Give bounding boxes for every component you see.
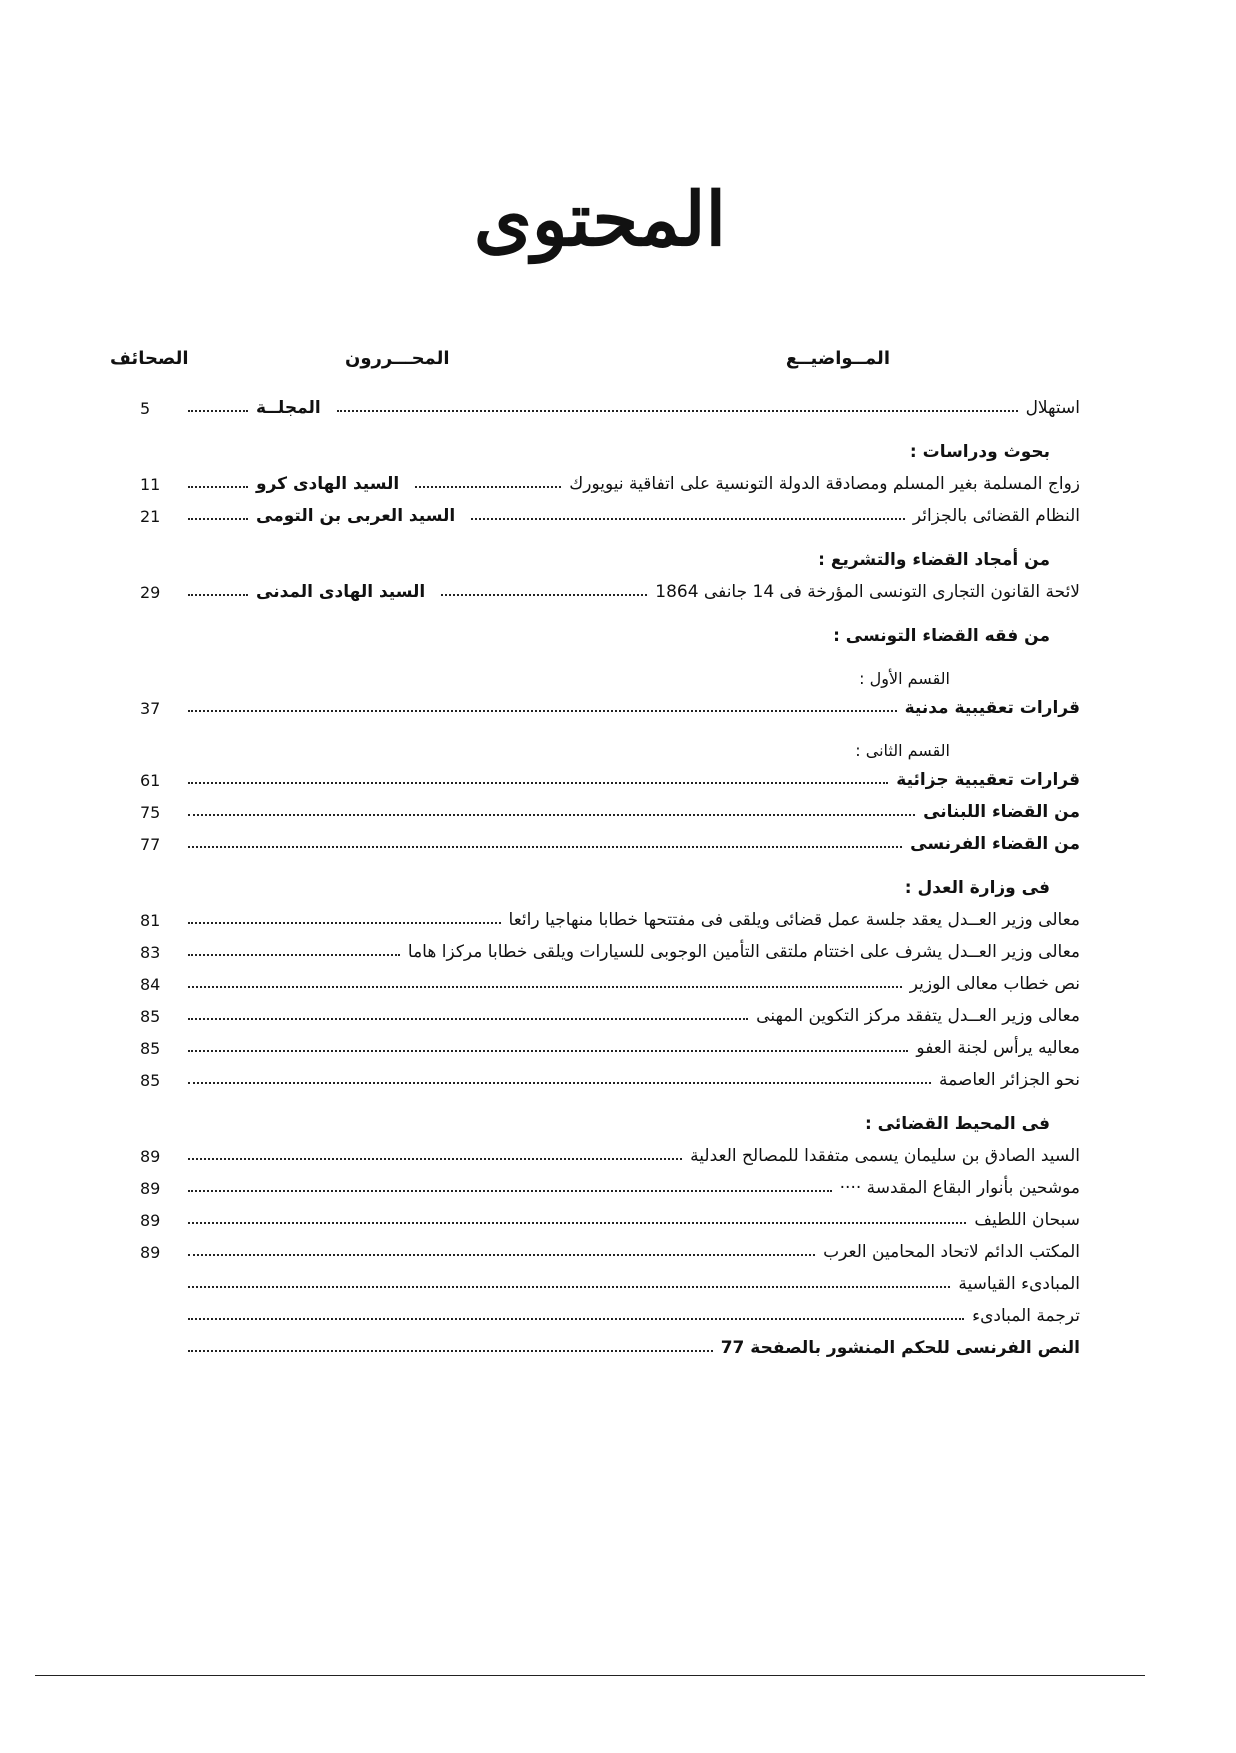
toc-row xyxy=(140,968,1080,1000)
toc-topic: قرارات تعقيبية جزائية xyxy=(896,770,1080,790)
leader-dots xyxy=(471,518,905,520)
toc-page-number: 11 xyxy=(140,474,161,494)
toc-topic: من القضاء اللبنانى xyxy=(923,802,1080,822)
toc-topic: نحو الجزائر العاصمة xyxy=(938,1070,1080,1090)
toc-page-number: 77 xyxy=(140,834,161,854)
bottom-divider xyxy=(35,1675,1145,1676)
toc-row xyxy=(140,468,1080,500)
leader-dots xyxy=(188,1286,950,1288)
toc-topic: زواج المسلمة بغير المسلم ومصادقة الدولة التونسية على اتفاقية نيويورك xyxy=(569,474,1080,494)
header-editors: المحـــررون xyxy=(345,348,450,369)
leader-dots xyxy=(415,486,561,488)
toc-row xyxy=(140,500,1080,532)
toc-page-number: 84 xyxy=(140,974,161,994)
toc-topic: السيد الصادق بن سليمان يسمى متفقدا للمصالح العدلية xyxy=(690,1146,1080,1166)
leader-dots xyxy=(188,1190,832,1192)
toc-topic: معالى وزير العــدل يتفقد مركز التكوين المهنى xyxy=(756,1006,1080,1026)
toc-topic: ترجمة المبادىء xyxy=(972,1306,1080,1326)
toc-row xyxy=(140,1000,1080,1032)
toc-page-number: 89 xyxy=(140,1178,161,1198)
toc-section-heading: من أمجاد القضاء والتشريع : xyxy=(818,550,1050,570)
toc-row xyxy=(140,1268,1080,1300)
toc-author: السيد الهادى كرو xyxy=(256,474,400,494)
leader-dots xyxy=(188,1350,713,1352)
leader-dots xyxy=(188,1222,966,1224)
toc-topic: موشحين بأنوار البقاع المقدسة ···· xyxy=(839,1178,1080,1198)
leader-dots xyxy=(188,1318,964,1320)
leader-dots xyxy=(441,594,647,596)
table-of-contents xyxy=(140,392,1080,1364)
toc-topic: معالى وزير العــدل يعقد جلسة عمل قضائى ويلقى فى مفتتحها خطابا منهاجيا رائعا xyxy=(508,910,1080,930)
leader-dots xyxy=(188,1050,908,1052)
toc-subsection-heading: القسم الثانى : xyxy=(855,741,950,760)
toc-topic: المكتب الدائم لاتحاد المحامين العرب xyxy=(823,1242,1080,1262)
toc-topic: استهلال xyxy=(1025,398,1080,418)
toc-row xyxy=(140,576,1080,608)
leader-dots xyxy=(337,410,1018,412)
toc-page-number: 83 xyxy=(140,942,161,962)
toc-row xyxy=(140,764,1080,796)
toc-page-number: 89 xyxy=(140,1210,161,1230)
toc-row xyxy=(140,1064,1080,1096)
toc-page-number: 21 xyxy=(140,506,161,526)
leader-dots xyxy=(188,954,400,956)
toc-row xyxy=(140,1172,1080,1204)
toc-row xyxy=(140,1236,1080,1268)
toc-page-number: 75 xyxy=(140,802,161,822)
toc-row xyxy=(140,828,1080,860)
toc-row xyxy=(140,936,1080,968)
toc-section-heading: بحوث ودراسات : xyxy=(909,442,1050,462)
toc-page-number: 85 xyxy=(140,1038,161,1058)
toc-row xyxy=(140,1332,1080,1364)
toc-row xyxy=(140,1140,1080,1172)
leader-dots xyxy=(188,814,915,816)
toc-row xyxy=(140,1204,1080,1236)
toc-page-number: 89 xyxy=(140,1242,161,1262)
toc-topic: النظام القضائى بالجزائر xyxy=(912,506,1080,526)
toc-topic: نص خطاب معالى الوزير xyxy=(909,974,1080,994)
toc-author: السيد العربى بن التومى xyxy=(256,506,456,526)
toc-row xyxy=(140,796,1080,828)
leader-dots xyxy=(188,518,248,520)
toc-page-number: 29 xyxy=(140,582,161,602)
toc-topic: معالى وزير العــدل يشرف على اختتام ملتقى التأمين الوجوبى للسيارات ويلقى خطابا مركزا هاما xyxy=(407,942,1080,962)
header-topics: المــواضيــع xyxy=(785,348,890,369)
leader-dots xyxy=(188,1254,815,1256)
header-pages: الصحائف xyxy=(110,348,189,369)
toc-topic: النص الفرنسى للحكم المنشور بالصفحة 77 xyxy=(720,1338,1080,1358)
leader-dots xyxy=(188,410,248,412)
toc-page-number: 89 xyxy=(140,1146,161,1166)
toc-section-heading: من فقه القضاء التونسى : xyxy=(833,626,1050,646)
leader-dots xyxy=(188,486,248,488)
toc-section-heading: فى وزارة العدل : xyxy=(904,878,1050,898)
toc-topic: قرارات تعقيبية مدنية xyxy=(904,698,1080,718)
toc-author: السيد الهادى المدنى xyxy=(256,582,426,602)
leader-dots xyxy=(188,782,888,784)
toc-topic: معاليه يرأس لجنة العفو xyxy=(916,1038,1080,1058)
leader-dots xyxy=(188,594,248,596)
toc-page-number: 81 xyxy=(140,910,161,930)
toc-row xyxy=(140,904,1080,936)
column-headers xyxy=(110,348,1080,378)
toc-page-number: 37 xyxy=(140,698,161,718)
leader-dots xyxy=(188,1158,682,1160)
toc-page-number: 61 xyxy=(140,770,161,790)
leader-dots xyxy=(188,846,902,848)
toc-page-number: 5 xyxy=(140,398,151,418)
toc-author: المجلــة xyxy=(256,398,321,418)
leader-dots xyxy=(188,922,501,924)
toc-row xyxy=(140,1300,1080,1332)
toc-topic: المبادىء القياسية xyxy=(958,1274,1080,1294)
toc-page-number: 85 xyxy=(140,1006,161,1026)
toc-row xyxy=(140,1032,1080,1064)
toc-topic: لائحة القانون التجارى التونسى المؤرخة فى 14 جانفى 1864 xyxy=(655,582,1080,602)
leader-dots xyxy=(188,710,897,712)
toc-page-number: 85 xyxy=(140,1070,161,1090)
toc-subsection-heading: القسم الأول : xyxy=(859,669,950,688)
toc-section-heading: فى المحيط القضائى : xyxy=(864,1114,1050,1134)
toc-topic: من القضاء الفرنسى xyxy=(910,834,1080,854)
page-title: المحتوى xyxy=(473,177,727,263)
leader-dots xyxy=(188,1018,748,1020)
toc-row xyxy=(140,692,1080,724)
leader-dots xyxy=(188,1082,931,1084)
toc-row xyxy=(140,392,1080,424)
leader-dots xyxy=(188,986,902,988)
toc-topic: سبحان اللطيف xyxy=(974,1210,1080,1230)
